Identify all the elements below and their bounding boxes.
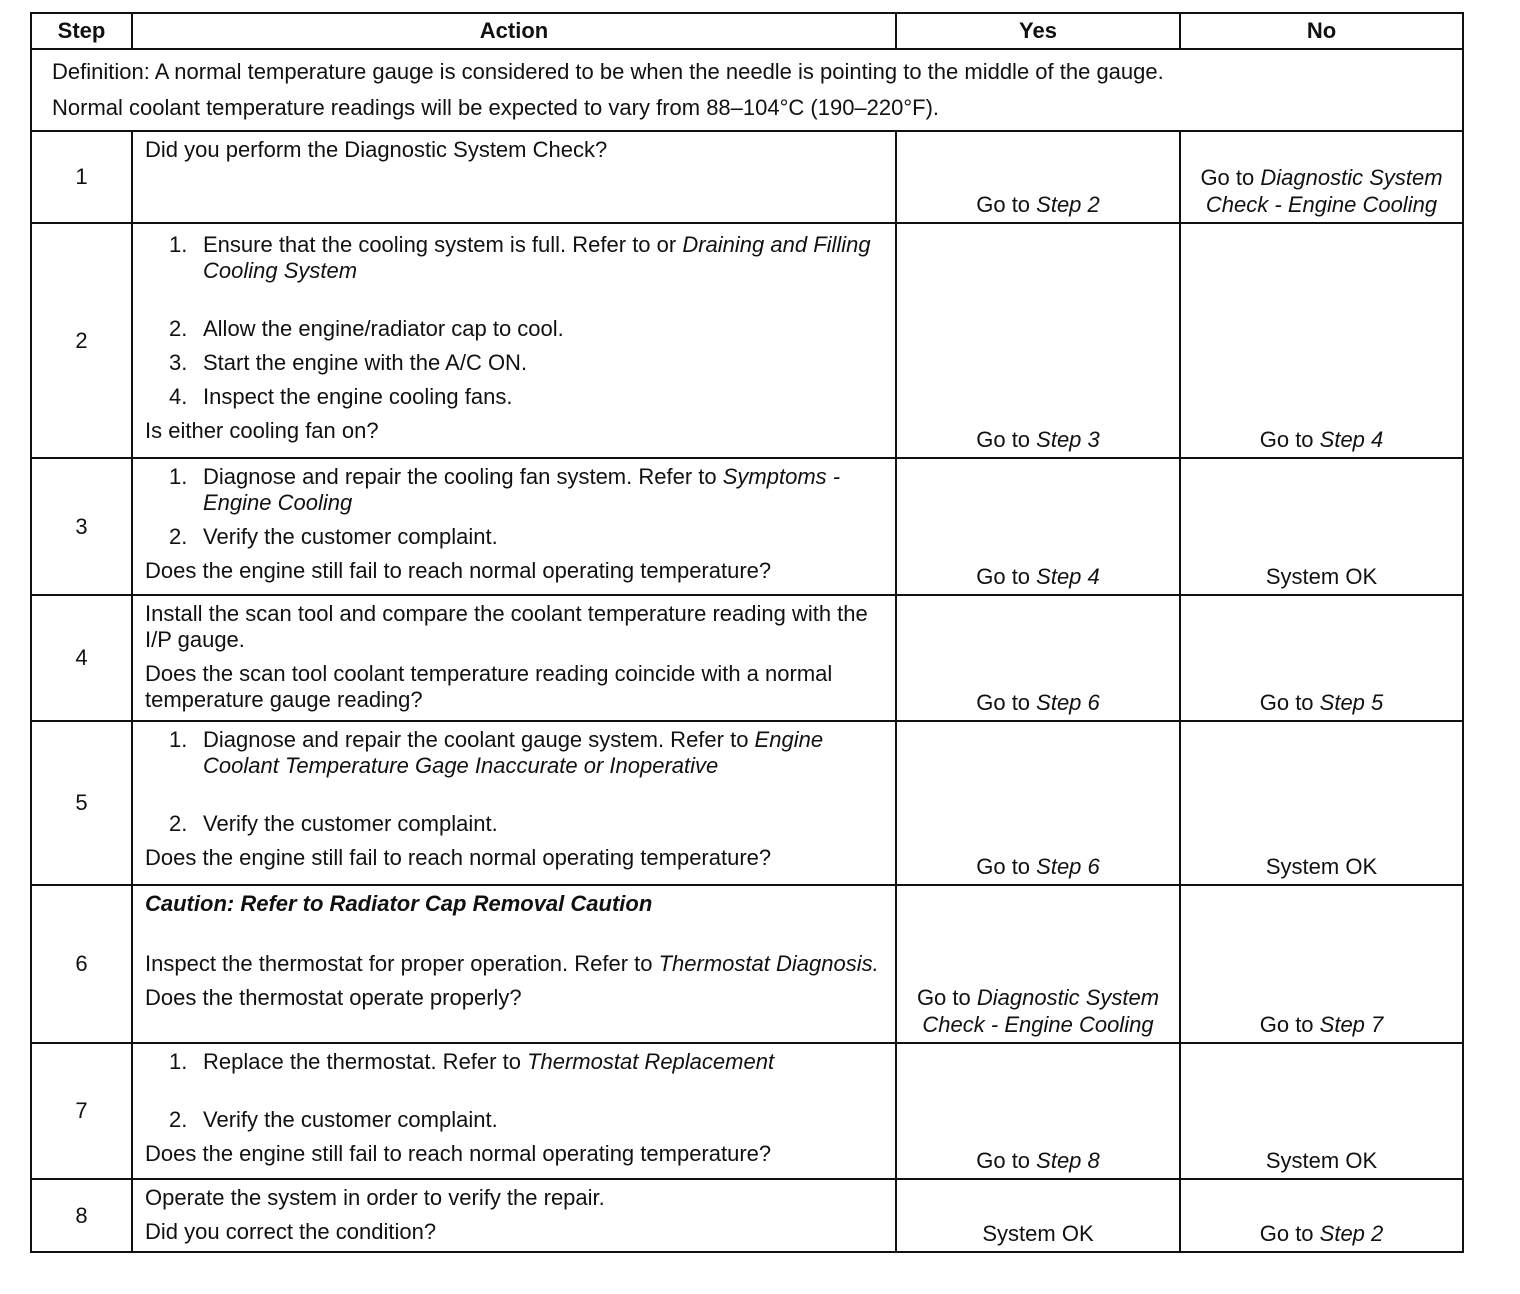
no-prefix: Go to bbox=[1259, 690, 1320, 715]
definition-cell bbox=[31, 49, 1463, 131]
action-cell bbox=[132, 721, 896, 885]
item-number: 2. bbox=[169, 316, 188, 341]
item-number: 2. bbox=[169, 1107, 188, 1132]
yes-link[interactable]: Diagnostic System Check - Engine Cooling bbox=[922, 985, 1160, 1037]
item-text: Verify the customer complaint. bbox=[203, 1107, 498, 1132]
no-prefix: Go to bbox=[1259, 427, 1320, 452]
question-text: Does the engine still fail to reach normal operating temperature? bbox=[145, 1141, 772, 1166]
list-item bbox=[145, 232, 885, 284]
step-number: 3 bbox=[31, 458, 132, 595]
yes-prefix: Go to bbox=[976, 427, 1037, 452]
yes-prefix: Go to bbox=[916, 985, 977, 1010]
yes-cell bbox=[896, 131, 1180, 223]
item-text: Replace the thermostat. Refer to bbox=[203, 1049, 528, 1074]
item-text: Diagnose and repair the coolant gauge system. Refer to bbox=[203, 727, 755, 752]
yes-cell bbox=[896, 458, 1180, 595]
no-cell: System OK bbox=[1180, 721, 1463, 885]
yes-link[interactable]: Step 6 bbox=[1036, 690, 1100, 715]
question-text: Does the thermostat operate properly? bbox=[145, 985, 522, 1010]
table-row bbox=[31, 721, 1463, 885]
yes-prefix: Go to bbox=[976, 854, 1037, 879]
yes-prefix: Go to bbox=[976, 192, 1037, 217]
no-link[interactable]: Step 2 bbox=[1319, 1221, 1384, 1246]
yes-link[interactable]: Step 2 bbox=[1036, 192, 1100, 217]
step-number: 6 bbox=[31, 885, 132, 1043]
item-number: 2. bbox=[169, 524, 188, 549]
table-row bbox=[31, 1179, 1463, 1252]
action-cell bbox=[132, 131, 896, 223]
action-list bbox=[145, 464, 885, 550]
yes-cell bbox=[896, 595, 1180, 721]
action-cell bbox=[132, 885, 896, 1043]
action-cell bbox=[132, 458, 896, 595]
list-item bbox=[145, 316, 885, 342]
no-cell bbox=[1180, 595, 1463, 721]
list-item bbox=[145, 727, 885, 779]
item-text: Inspect the engine cooling fans. bbox=[203, 384, 513, 409]
list-item bbox=[145, 350, 885, 376]
question-text: Does the engine still fail to reach normal operating temperature? bbox=[145, 845, 772, 870]
no-prefix: Go to bbox=[1200, 165, 1261, 190]
item-number: 1. bbox=[169, 727, 188, 752]
action-cell bbox=[132, 1043, 896, 1179]
action-list bbox=[145, 1049, 885, 1133]
action-list bbox=[145, 232, 885, 410]
definition-line-2: Normal coolant temperature readings will be expected to vary from 88–104°C (190–220°F). bbox=[52, 95, 940, 120]
no-cell bbox=[1180, 885, 1463, 1043]
item-link[interactable]: Draining and Filling Cooling System bbox=[203, 232, 871, 283]
definition-row bbox=[31, 49, 1463, 131]
step-number: 1 bbox=[31, 131, 132, 223]
yes-link[interactable]: Step 6 bbox=[1036, 854, 1100, 879]
action-list bbox=[145, 727, 885, 837]
no-cell bbox=[1180, 223, 1463, 458]
item-text: Start the engine with the A/C ON. bbox=[203, 350, 528, 375]
action-text: Install the scan tool and compare the coolant temperature reading with the I/P gauge. bbox=[145, 601, 868, 652]
item-text: Verify the customer complaint. bbox=[203, 811, 498, 836]
question-text: Does the scan tool coolant temperature reading coincide with a normal temperature gauge reading? bbox=[145, 661, 833, 712]
action-cell bbox=[132, 223, 896, 458]
yes-prefix: Go to bbox=[976, 690, 1037, 715]
table-row bbox=[31, 131, 1463, 223]
step-number: 2 bbox=[31, 223, 132, 458]
step-number: 4 bbox=[31, 595, 132, 721]
action-text-main: Inspect the thermostat for proper operation. Refer to bbox=[145, 951, 659, 976]
table-row bbox=[31, 223, 1463, 458]
header-no: No bbox=[1180, 13, 1463, 49]
item-number: 3. bbox=[169, 350, 188, 375]
yes-cell bbox=[896, 721, 1180, 885]
list-item bbox=[145, 524, 885, 550]
item-number: 1. bbox=[169, 464, 188, 489]
no-prefix: Go to bbox=[1259, 1012, 1320, 1037]
item-text: Allow the engine/radiator cap to cool. bbox=[203, 316, 564, 341]
no-prefix: Go to bbox=[1259, 1221, 1320, 1246]
yes-link[interactable]: Step 4 bbox=[1036, 564, 1100, 589]
header-row bbox=[31, 13, 1463, 49]
item-link[interactable]: Thermostat Replacement bbox=[527, 1049, 775, 1074]
action-text bbox=[145, 951, 885, 977]
list-item bbox=[145, 384, 885, 410]
no-cell bbox=[1180, 131, 1463, 223]
question-text: Is either cooling fan on? bbox=[145, 418, 379, 443]
no-cell: System OK bbox=[1180, 458, 1463, 595]
header-action: Action bbox=[132, 13, 896, 49]
action-cell bbox=[132, 1179, 896, 1252]
step-number: 7 bbox=[31, 1043, 132, 1179]
no-link[interactable]: Step 4 bbox=[1319, 427, 1384, 452]
header-step: Step bbox=[31, 13, 132, 49]
step-number: 8 bbox=[31, 1179, 132, 1252]
item-text: Ensure that the cooling system is full. Refer to or bbox=[203, 232, 683, 257]
item-number: 1. bbox=[169, 232, 188, 257]
item-number: 2. bbox=[169, 811, 188, 836]
yes-link[interactable]: Step 3 bbox=[1036, 427, 1100, 452]
yes-cell bbox=[896, 1043, 1180, 1179]
table-row bbox=[31, 885, 1463, 1043]
yes-cell bbox=[896, 223, 1180, 458]
no-link[interactable]: Step 5 bbox=[1319, 690, 1384, 715]
table-row bbox=[31, 458, 1463, 595]
list-item bbox=[145, 464, 885, 516]
no-link[interactable]: Diagnostic System Check - Engine Cooling bbox=[1205, 165, 1443, 217]
item-text: Diagnose and repair the cooling fan system. Refer to bbox=[203, 464, 723, 489]
step-number: 5 bbox=[31, 721, 132, 885]
no-cell bbox=[1180, 1179, 1463, 1252]
yes-prefix: Go to bbox=[976, 1148, 1037, 1173]
list-item bbox=[145, 1049, 885, 1075]
question-text: Does the engine still fail to reach normal operating temperature? bbox=[145, 558, 772, 583]
question-text: Did you perform the Diagnostic System Check? bbox=[145, 137, 608, 162]
no-link[interactable]: Step 7 bbox=[1319, 1012, 1384, 1037]
table-row bbox=[31, 595, 1463, 721]
no-cell: System OK bbox=[1180, 1043, 1463, 1179]
yes-prefix: Go to bbox=[976, 564, 1037, 589]
yes-cell: System OK bbox=[896, 1179, 1180, 1252]
item-link[interactable]: Symptoms - Engine Cooling bbox=[203, 464, 841, 515]
item-link[interactable]: Engine Coolant Temperature Gage Inaccurate or Inoperative bbox=[203, 727, 824, 778]
yes-link[interactable]: Step 8 bbox=[1036, 1148, 1100, 1173]
list-item bbox=[145, 1107, 885, 1133]
diagnostic-table bbox=[30, 12, 1464, 1253]
caution-text: Caution: Refer to Radiator Cap Removal Caution bbox=[145, 891, 653, 916]
list-item bbox=[145, 811, 885, 837]
definition-line-1: Definition: A normal temperature gauge is considered to be when the needle is pointing to the middle of the gauge. bbox=[52, 59, 1164, 84]
item-number: 1. bbox=[169, 1049, 188, 1074]
action-link[interactable]: Thermostat Diagnosis. bbox=[658, 951, 879, 976]
table-row bbox=[31, 1043, 1463, 1179]
header-yes: Yes bbox=[896, 13, 1180, 49]
item-number: 4. bbox=[169, 384, 188, 409]
item-text: Verify the customer complaint. bbox=[203, 524, 498, 549]
yes-cell bbox=[896, 885, 1180, 1043]
action-cell bbox=[132, 595, 896, 721]
action-text: Operate the system in order to verify the repair. bbox=[145, 1185, 605, 1210]
question-text: Did you correct the condition? bbox=[145, 1219, 437, 1244]
